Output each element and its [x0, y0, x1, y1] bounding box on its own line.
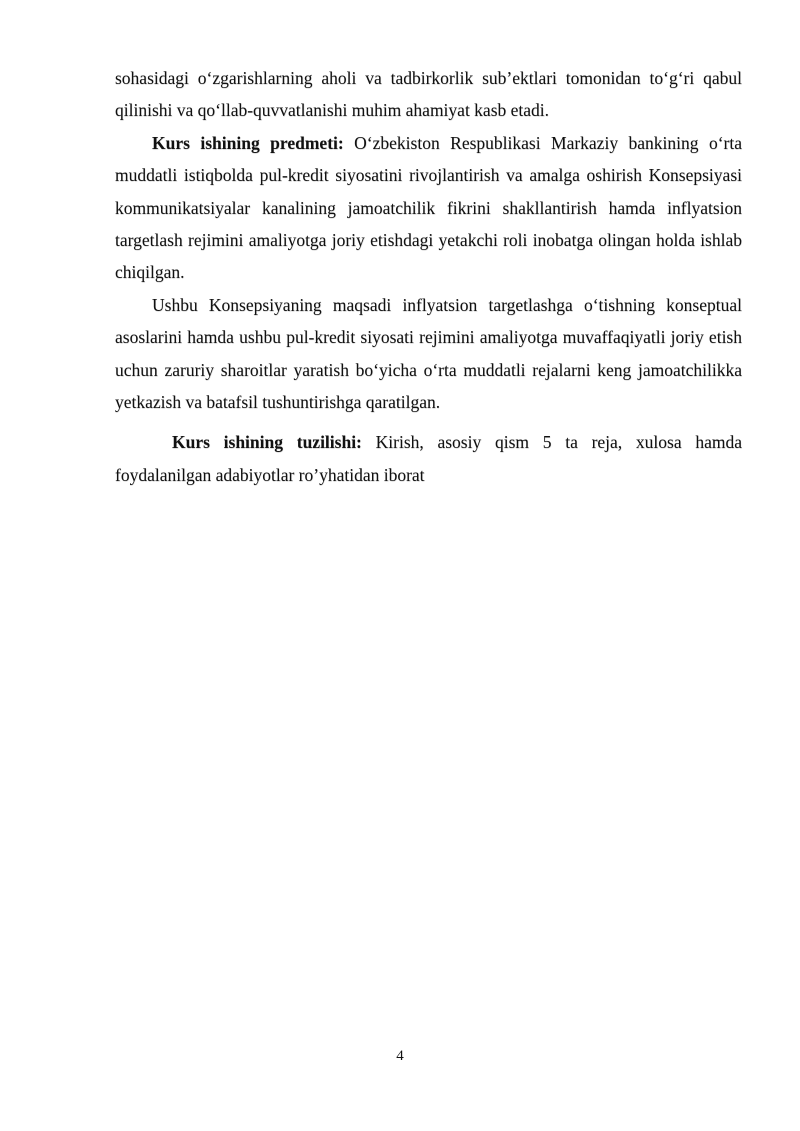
paragraph-goal: Ushbu Konsepsiyaning maqsadi inflyatsion targetlashga o‘tishning konseptual asoslarini hamda ushbu pul-kredit siyosati rejimini amaliyotga muvaffaqiyatli joriy etish uchun zaruriy sharoitlar yaratish bo‘yicha o‘rta muddatli rejalarni keng jamoatchilikka yetkazish va batafsil tushuntirishga qaratilgan.: [115, 294, 742, 413]
body-text: [115, 62, 742, 491]
subject-label: Kurs ishining predmeti:: [152, 132, 344, 153]
paragraph-structure: [115, 426, 742, 491]
structure-label: Kurs ishining tuzilishi:: [172, 432, 362, 453]
page-number: 4: [396, 1048, 404, 1064]
paragraph-continuation: sohasidagi o‘zgarishlarning aholi va tadbirkorlik sub’ektlari tomonidan to‘g‘ri qabul qilinishi va qo‘llab-quvvatlanishi muhim ahamiyat kasb etadi.: [115, 68, 742, 121]
subject-text: O‘zbekiston Respublikasi Markaziy bankining o‘rta muddatli istiqbolda pul-kredit siyosatini rivojlantirish va amalga oshirish Konsepsiyasi kommunikatsiyalar kanalining jamoatchilik fikrini shakllantirish hamda inflyatsion targetlash rejimini amaliyotga joriy etishdagi yetakchi roli inobatga olingan holda ishlab chiqilgan.: [115, 132, 742, 283]
structure-text: Kirish, asosiy qism 5 ta reja, xulosa hamda foydalanilgan adabiyotlar ro’yhatidan iborat: [115, 432, 742, 485]
paragraph-subject: [115, 127, 742, 289]
